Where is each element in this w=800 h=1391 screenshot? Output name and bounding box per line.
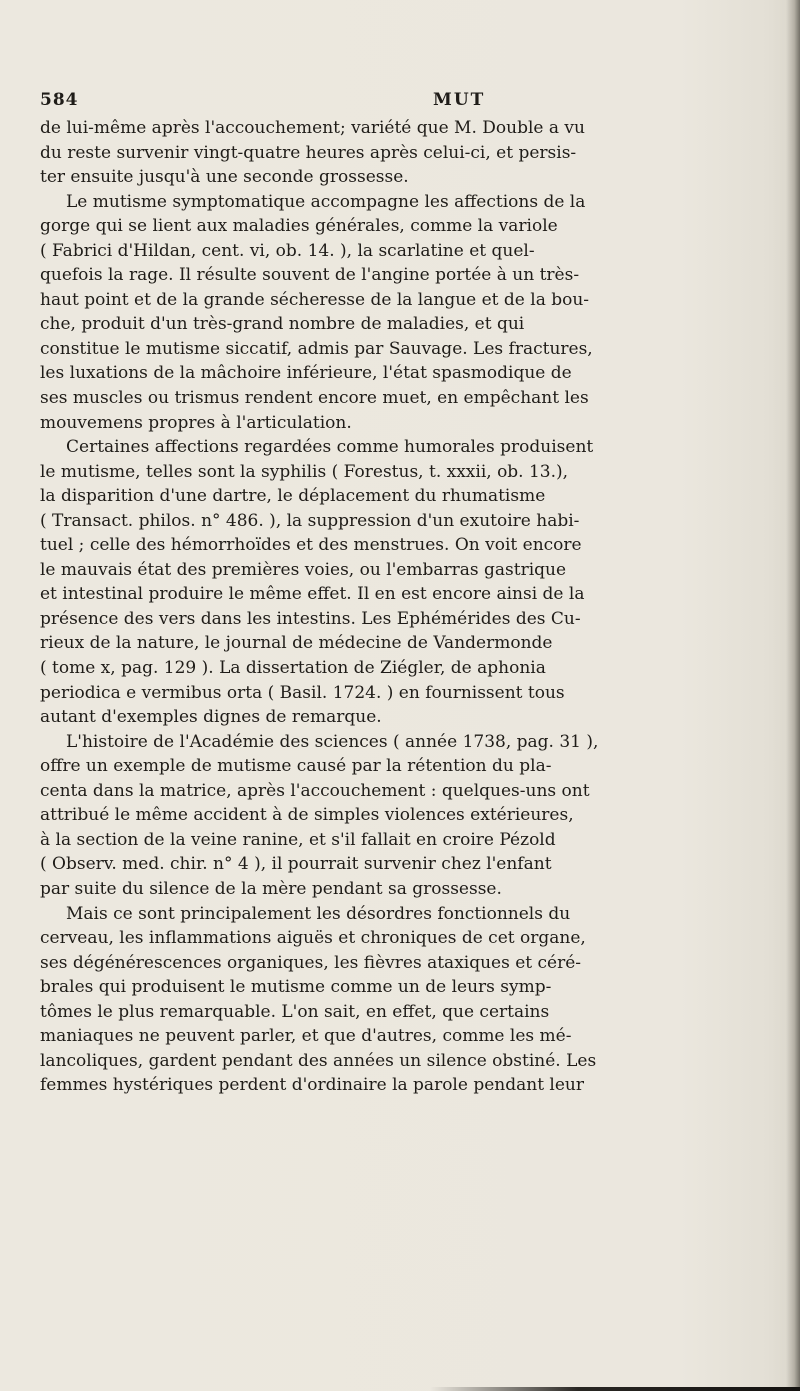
text-line: constitue le mutisme siccatif, admis par Sauvage. Les fractures, xyxy=(40,338,593,359)
text-line: centa dans la matrice, après l'accouchement : quelques-uns ont xyxy=(40,780,590,801)
text-line: lancoliques, gardent pendant des années un silence obstiné. Les xyxy=(40,1050,597,1071)
page-edge-shadow xyxy=(786,0,800,1391)
text-line: autant d'exemples dignes de remarque. xyxy=(40,707,382,728)
text-line: ses dégénérescences organiques, les fièvres ataxiques et céré- xyxy=(40,952,582,973)
text-line: de lui-même après l'accouchement; variété que M. Double a vu xyxy=(40,118,585,138)
text-line: par suite du silence de la mère pendant sa grossesse. xyxy=(40,878,502,899)
running-title: MUT xyxy=(433,90,486,110)
text-line: L'histoire de l'Académie des sciences ( année 1738, pag. 31 ), xyxy=(66,731,599,752)
text-line: haut point et de la grande sécheresse de la langue et de la bou- xyxy=(40,289,590,310)
text-line: ( tome x, pag. 129 ). La dissertation de Ziégler, de aphonia xyxy=(40,658,546,679)
text-line: periodica e vermibus orta ( Basil. 1724. ) en fournissent tous xyxy=(40,682,565,703)
text-line: ter ensuite jusqu'à une seconde grossesse. xyxy=(40,167,409,188)
text-line: le mutisme, telles sont la syphilis ( Forestus, t. xxxii, ob. 13.), xyxy=(40,461,569,482)
text-line: à la section de la veine ranine, et s'il fallait en croire Pézold xyxy=(40,829,556,850)
text-line: et intestinal produire le même effet. Il en est encore ainsi de la xyxy=(40,584,585,605)
text-line: quefois la rage. Il résulte souvent de l'angine portée à un très- xyxy=(40,265,580,286)
page-header xyxy=(40,90,760,114)
text-line: cerveau, les inflammations aiguës et chroniques de cet organe, xyxy=(40,928,586,949)
text-line: la disparition d'une dartre, le déplacement du rhumatisme xyxy=(40,486,546,507)
text-line: présence des vers dans les intestins. Les Ephémérides des Cu- xyxy=(40,608,581,629)
text-line: tômes le plus remarquable. L'on sait, en effet, que certains xyxy=(40,1001,550,1022)
text-line: mouvemens propres à l'articulation. xyxy=(40,412,352,433)
text-line: maniaques ne peuvent parler, et que d'autres, comme les mé- xyxy=(40,1026,572,1047)
text-line: tuel ; celle des hémorrhoïdes et des menstrues. On voit encore xyxy=(40,535,582,556)
text-line: ( Observ. med. chir. n° 4 ), il pourrait survenir chez l'enfant xyxy=(40,854,552,875)
text-line: les luxations de la mâchoire inférieure, l'état spasmodique de xyxy=(40,363,572,384)
page-number: 584 xyxy=(40,90,79,110)
text-line: femmes hystériques perdent d'ordinaire la parole pendant leur xyxy=(40,1075,584,1096)
text-line: Mais ce sont principalement les désordres fonctionnels du xyxy=(66,903,571,924)
text-line: che, produit d'un très-grand nombre de maladies, et qui xyxy=(40,314,525,335)
text-line: ( Transact. philos. n° 486. ), la suppression d'un exutoire habi- xyxy=(40,510,580,531)
bottom-edge-line xyxy=(430,1387,800,1391)
text-line: du reste survenir vingt-quatre heures après celui-ci, et persis- xyxy=(40,142,577,163)
text-line: Le mutisme symptomatique accompagne les affections de la xyxy=(66,191,586,212)
text-line: ses muscles ou trismus rendent encore muet, en empêchant les xyxy=(40,388,589,409)
body-text xyxy=(40,116,778,1098)
text-line: offre un exemple de mutisme causé par la rétention du pla- xyxy=(40,756,552,777)
text-line: Certaines affections regardées comme humorales produisent xyxy=(66,437,594,458)
text-line: le mauvais état des premières voies, ou l'embarras gastrique xyxy=(40,559,567,580)
text-line: ( Fabrici d'Hildan, cent. vi, ob. 14. ), la scarlatine et quel- xyxy=(40,240,535,261)
text-line: attribué le même accident à de simples violences extérieures, xyxy=(40,805,574,826)
text-line: brales qui produisent le mutisme comme un de leurs symp- xyxy=(40,977,552,998)
text-line: gorge qui se lient aux maladies générales, comme la variole xyxy=(40,216,558,237)
text-line: rieux de la nature, le journal de médecine de Vandermonde xyxy=(40,633,553,654)
